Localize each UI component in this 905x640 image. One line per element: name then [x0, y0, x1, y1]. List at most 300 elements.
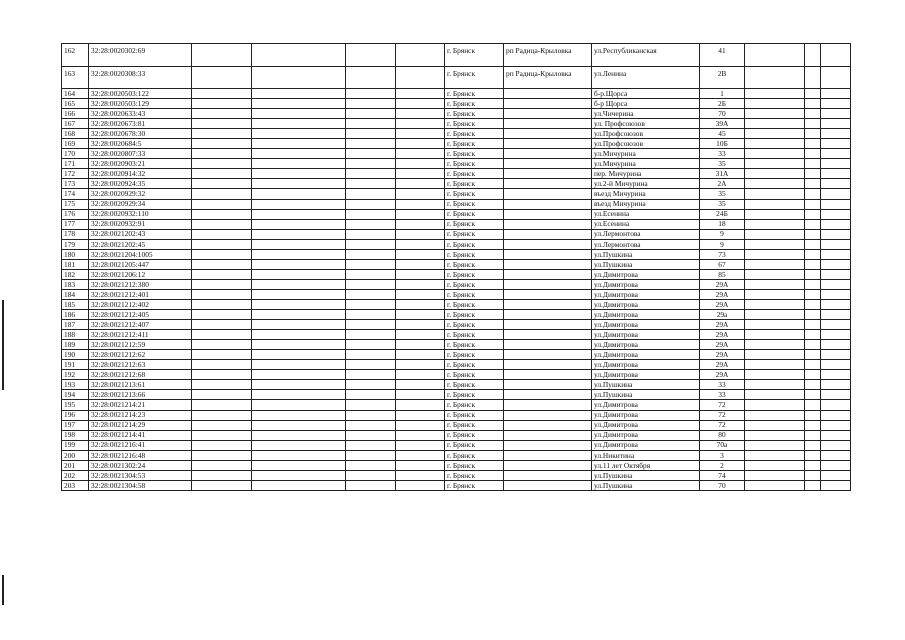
cell-empty — [192, 44, 252, 67]
table-row — [62, 370, 851, 380]
cell-city: г. Брянск — [445, 289, 504, 299]
cell-empty — [745, 219, 805, 229]
cell-n: 162 — [62, 44, 89, 67]
table-row — [62, 269, 851, 279]
cell-kad: 32:28:0020673:81 — [89, 119, 192, 129]
cell-street: ул.Димитрова — [592, 289, 700, 299]
cell-empty — [252, 480, 346, 490]
cell-empty — [396, 259, 445, 269]
cell-dist — [504, 89, 592, 99]
cell-city: г. Брянск — [445, 239, 504, 249]
cell-city: г. Брянск — [445, 450, 504, 460]
cell-num: 72 — [700, 410, 745, 420]
cell-kad: 32:28:0021212:63 — [89, 360, 192, 370]
cell-empty — [346, 259, 396, 269]
cell-empty — [252, 249, 346, 259]
cell-empty — [396, 169, 445, 179]
cell-empty — [396, 370, 445, 380]
cell-dist — [504, 410, 592, 420]
cell-empty — [346, 470, 396, 480]
cell-empty — [821, 99, 851, 109]
cell-empty — [396, 44, 445, 67]
cell-empty — [805, 279, 821, 289]
cell-num: 70а — [700, 440, 745, 450]
cell-street: ул.Пушкина — [592, 249, 700, 259]
cell-empty — [192, 480, 252, 490]
cell-num: 29а — [700, 310, 745, 320]
cell-empty — [821, 289, 851, 299]
cell-city: г. Брянск — [445, 179, 504, 189]
cell-empty — [252, 279, 346, 289]
cell-empty — [252, 299, 346, 309]
cell-empty — [346, 189, 396, 199]
cell-empty — [192, 400, 252, 410]
cell-kad: 32:28:0021202:43 — [89, 229, 192, 239]
cell-num: 33 — [700, 149, 745, 159]
cell-empty — [346, 209, 396, 219]
cell-n: 196 — [62, 410, 89, 420]
cell-empty — [821, 199, 851, 209]
cell-kad: 32:28:0021206:12 — [89, 269, 192, 279]
cell-dist — [504, 480, 592, 490]
cell-kad: 32:28:0021214:23 — [89, 410, 192, 420]
cell-empty — [252, 89, 346, 99]
cell-empty — [192, 370, 252, 380]
cell-num: 35 — [700, 199, 745, 209]
cell-empty — [821, 279, 851, 289]
cell-empty — [805, 340, 821, 350]
cell-empty — [252, 269, 346, 279]
cell-street: ул.11 лет Октября — [592, 460, 700, 470]
cell-dist — [504, 360, 592, 370]
cell-empty — [346, 450, 396, 460]
cell-city: г. Брянск — [445, 189, 504, 199]
cell-empty — [396, 420, 445, 430]
cell-num: 85 — [700, 269, 745, 279]
cell-street: ул.Пушкина — [592, 380, 700, 390]
cell-empty — [346, 289, 396, 299]
cell-num: 29А — [700, 360, 745, 370]
cell-empty — [396, 310, 445, 320]
cell-street: ул.Республиканская — [592, 44, 700, 67]
table-row — [62, 44, 851, 67]
cell-street: ул.Димитрова — [592, 269, 700, 279]
cell-street: б-р Щорса — [592, 99, 700, 109]
table-row — [62, 119, 851, 129]
cell-n: 198 — [62, 430, 89, 440]
cell-empty — [745, 320, 805, 330]
cell-empty — [252, 420, 346, 430]
cell-empty — [396, 390, 445, 400]
cell-empty — [821, 119, 851, 129]
cell-empty — [821, 340, 851, 350]
cell-empty — [346, 109, 396, 119]
cell-empty — [192, 169, 252, 179]
cell-empty — [745, 330, 805, 340]
cell-city: г. Брянск — [445, 430, 504, 440]
cell-n: 193 — [62, 380, 89, 390]
cell-empty — [745, 279, 805, 289]
cell-street: ул.Есенина — [592, 219, 700, 229]
cell-empty — [805, 360, 821, 370]
cell-empty — [821, 460, 851, 470]
cell-empty — [745, 400, 805, 410]
cell-empty — [745, 239, 805, 249]
cell-empty — [346, 310, 396, 320]
cell-empty — [252, 360, 346, 370]
table-row — [62, 109, 851, 119]
cell-empty — [192, 119, 252, 129]
cell-empty — [745, 460, 805, 470]
cell-num: 41 — [700, 44, 745, 67]
cell-empty — [252, 350, 346, 360]
cell-empty — [745, 66, 805, 89]
cell-kad: 32:28:0021202:45 — [89, 239, 192, 249]
cell-city: г. Брянск — [445, 440, 504, 450]
cell-empty — [346, 219, 396, 229]
cell-empty — [805, 139, 821, 149]
cell-empty — [192, 350, 252, 360]
cell-empty — [805, 249, 821, 259]
cell-n: 189 — [62, 340, 89, 350]
cell-empty — [821, 299, 851, 309]
cell-n: 174 — [62, 189, 89, 199]
cell-city: г. Брянск — [445, 219, 504, 229]
cell-num: 29А — [700, 330, 745, 340]
cell-num: 74 — [700, 470, 745, 480]
cell-empty — [745, 249, 805, 259]
cell-n: 171 — [62, 159, 89, 169]
cell-street: ул.Пушкина — [592, 390, 700, 400]
cell-empty — [821, 480, 851, 490]
table-row — [62, 360, 851, 370]
cell-num: 39А — [700, 119, 745, 129]
cell-dist: рп Радица-Крыловка — [504, 66, 592, 89]
cell-street: ул.Чичерина — [592, 109, 700, 119]
cell-num: 29А — [700, 350, 745, 360]
cell-empty — [821, 430, 851, 440]
cell-empty — [396, 129, 445, 139]
cell-empty — [745, 109, 805, 119]
cell-empty — [745, 44, 805, 67]
table-row — [62, 470, 851, 480]
cell-num: 80 — [700, 430, 745, 440]
table-row — [62, 330, 851, 340]
table-row — [62, 129, 851, 139]
cell-empty — [252, 460, 346, 470]
cell-empty — [821, 360, 851, 370]
cell-empty — [346, 330, 396, 340]
cell-empty — [252, 370, 346, 380]
cell-empty — [396, 99, 445, 109]
cell-kad: 32:28:0020633:43 — [89, 109, 192, 119]
cell-empty — [805, 239, 821, 249]
cell-empty — [192, 99, 252, 109]
cell-n: 178 — [62, 229, 89, 239]
cell-n: 192 — [62, 370, 89, 380]
cell-n: 197 — [62, 420, 89, 430]
cell-empty — [396, 66, 445, 89]
scan-edge-mark-lower — [2, 575, 4, 605]
cell-street: пер. Мичурина — [592, 169, 700, 179]
cell-empty — [821, 209, 851, 219]
cell-empty — [346, 269, 396, 279]
cell-kad: 32:28:0021304:58 — [89, 480, 192, 490]
cell-empty — [396, 209, 445, 219]
cell-empty — [192, 299, 252, 309]
cell-empty — [745, 169, 805, 179]
cell-dist — [504, 470, 592, 480]
cell-dist — [504, 189, 592, 199]
cell-street: ул.Димитрова — [592, 310, 700, 320]
cell-empty — [396, 299, 445, 309]
cell-street: ул.Димитрова — [592, 430, 700, 440]
cell-empty — [821, 320, 851, 330]
cell-empty — [252, 199, 346, 209]
cell-empty — [745, 299, 805, 309]
cell-city: г. Брянск — [445, 199, 504, 209]
table-row — [62, 430, 851, 440]
cell-empty — [192, 470, 252, 480]
cell-empty — [805, 350, 821, 360]
cell-empty — [396, 320, 445, 330]
cell-n: 166 — [62, 109, 89, 119]
table-row — [62, 179, 851, 189]
cell-num: 45 — [700, 129, 745, 139]
cell-empty — [252, 430, 346, 440]
cell-dist — [504, 310, 592, 320]
cell-num: 31А — [700, 169, 745, 179]
cell-kad: 32:28:0020929:34 — [89, 199, 192, 209]
cell-empty — [346, 430, 396, 440]
cell-empty — [805, 89, 821, 99]
cell-empty — [745, 259, 805, 269]
cell-city: г. Брянск — [445, 229, 504, 239]
cell-empty — [805, 259, 821, 269]
cell-empty — [396, 229, 445, 239]
cell-kad: 32:28:0020903:21 — [89, 159, 192, 169]
cell-empty — [805, 66, 821, 89]
cell-empty — [346, 149, 396, 159]
cell-empty — [396, 239, 445, 249]
cell-kad: 32:28:0020503:129 — [89, 99, 192, 109]
cell-empty — [252, 109, 346, 119]
cell-empty — [396, 340, 445, 350]
cell-empty — [346, 99, 396, 109]
cell-num: 3 — [700, 450, 745, 460]
cell-empty — [346, 44, 396, 67]
cell-empty — [346, 169, 396, 179]
cell-kad: 32:28:0021212:402 — [89, 299, 192, 309]
cell-num: 29А — [700, 299, 745, 309]
cell-empty — [346, 370, 396, 380]
cell-city: г. Брянск — [445, 159, 504, 169]
cell-empty — [192, 89, 252, 99]
cell-empty — [346, 360, 396, 370]
cell-street: ул.Профсоюзов — [592, 129, 700, 139]
cell-street: ул.Мичурина — [592, 159, 700, 169]
cell-n: 165 — [62, 99, 89, 109]
cell-empty — [346, 340, 396, 350]
cell-empty — [396, 109, 445, 119]
cell-empty — [805, 330, 821, 340]
cell-empty — [346, 350, 396, 360]
cell-street: ул.Димитрова — [592, 420, 700, 430]
cell-empty — [805, 99, 821, 109]
cell-empty — [745, 119, 805, 129]
cell-empty — [346, 299, 396, 309]
cell-dist — [504, 370, 592, 380]
cell-city: г. Брянск — [445, 299, 504, 309]
cell-empty — [192, 289, 252, 299]
table-row — [62, 259, 851, 269]
cell-num: 9 — [700, 229, 745, 239]
cell-empty — [346, 89, 396, 99]
cell-n: 175 — [62, 199, 89, 209]
table-row — [62, 239, 851, 249]
cell-street: ул.Димитрова — [592, 440, 700, 450]
cell-n: 179 — [62, 239, 89, 249]
cell-empty — [192, 159, 252, 169]
table-row — [62, 199, 851, 209]
cell-empty — [821, 249, 851, 259]
cell-empty — [805, 199, 821, 209]
cell-city: г. Брянск — [445, 66, 504, 89]
cell-kad: 32:28:0021214:41 — [89, 430, 192, 440]
table-row — [62, 410, 851, 420]
cell-dist — [504, 109, 592, 119]
cell-city: г. Брянск — [445, 149, 504, 159]
cell-empty — [192, 239, 252, 249]
cell-street: б-р.Щорса — [592, 89, 700, 99]
cell-empty — [805, 400, 821, 410]
table-row — [62, 66, 851, 89]
cell-empty — [745, 370, 805, 380]
cell-city: г. Брянск — [445, 109, 504, 119]
cell-n: 185 — [62, 299, 89, 309]
cell-street: въезд Мичурина — [592, 199, 700, 209]
cell-city: г. Брянск — [445, 320, 504, 330]
cell-empty — [821, 109, 851, 119]
cell-empty — [396, 470, 445, 480]
cell-empty — [252, 66, 346, 89]
cell-empty — [805, 189, 821, 199]
cell-dist — [504, 460, 592, 470]
cell-n: 187 — [62, 320, 89, 330]
cell-dist — [504, 119, 592, 129]
table-row — [62, 229, 851, 239]
cell-empty — [346, 159, 396, 169]
cell-kad: 32:28:0021214:21 — [89, 400, 192, 410]
cell-empty — [821, 450, 851, 460]
cell-empty — [745, 139, 805, 149]
cell-dist — [504, 129, 592, 139]
cell-empty — [192, 279, 252, 289]
cell-n: 203 — [62, 480, 89, 490]
cell-city: г. Брянск — [445, 480, 504, 490]
cell-empty — [192, 109, 252, 119]
cell-n: 169 — [62, 139, 89, 149]
cell-empty — [252, 129, 346, 139]
cell-empty — [745, 450, 805, 460]
cell-street: ул.Пушкина — [592, 480, 700, 490]
cell-empty — [821, 66, 851, 89]
cell-empty — [192, 179, 252, 189]
cell-city: г. Брянск — [445, 410, 504, 420]
cell-n: 202 — [62, 470, 89, 480]
cell-kad: 32:28:0021212:401 — [89, 289, 192, 299]
cell-empty — [821, 410, 851, 420]
table-row — [62, 350, 851, 360]
cell-kad: 32:28:0020503:122 — [89, 89, 192, 99]
cell-kad: 32:28:0021212:405 — [89, 310, 192, 320]
cell-empty — [805, 380, 821, 390]
cell-empty — [252, 380, 346, 390]
cell-empty — [346, 229, 396, 239]
cell-empty — [396, 279, 445, 289]
cell-empty — [821, 259, 851, 269]
cell-city: г. Брянск — [445, 259, 504, 269]
cell-empty — [745, 390, 805, 400]
cell-city: г. Брянск — [445, 249, 504, 259]
cell-dist — [504, 340, 592, 350]
cell-empty — [192, 420, 252, 430]
cell-empty — [346, 199, 396, 209]
table-row — [62, 219, 851, 229]
cell-empty — [821, 330, 851, 340]
cell-empty — [192, 320, 252, 330]
cell-dist — [504, 259, 592, 269]
cell-empty — [346, 119, 396, 129]
table-row — [62, 310, 851, 320]
cell-empty — [805, 44, 821, 67]
cell-num: 18 — [700, 219, 745, 229]
cell-dist — [504, 199, 592, 209]
cell-empty — [745, 189, 805, 199]
cell-street: ул.Димитрова — [592, 320, 700, 330]
cell-city: г. Брянск — [445, 380, 504, 390]
cell-empty — [252, 289, 346, 299]
cell-empty — [805, 430, 821, 440]
cell-city: г. Брянск — [445, 269, 504, 279]
cell-empty — [192, 380, 252, 390]
cell-empty — [396, 450, 445, 460]
cell-kad: 32:28:0021212:380 — [89, 279, 192, 289]
cell-dist — [504, 169, 592, 179]
cell-empty — [192, 229, 252, 239]
cell-empty — [805, 410, 821, 420]
cell-street: ул.Димитрова — [592, 330, 700, 340]
cell-empty — [805, 310, 821, 320]
cell-empty — [252, 239, 346, 249]
cell-n: 194 — [62, 390, 89, 400]
cell-dist — [504, 239, 592, 249]
cell-n: 201 — [62, 460, 89, 470]
cell-empty — [745, 350, 805, 360]
registry-table-body — [62, 44, 851, 491]
cell-empty — [805, 370, 821, 380]
cell-num: 2В — [700, 66, 745, 89]
cell-empty — [252, 330, 346, 340]
cell-n: 184 — [62, 289, 89, 299]
cell-num: 67 — [700, 259, 745, 269]
cell-empty — [805, 229, 821, 239]
cell-street: ул.Димитрова — [592, 279, 700, 289]
cell-street: ул.Ленина — [592, 66, 700, 89]
cell-empty — [396, 480, 445, 490]
table-row — [62, 89, 851, 99]
table-row — [62, 249, 851, 259]
